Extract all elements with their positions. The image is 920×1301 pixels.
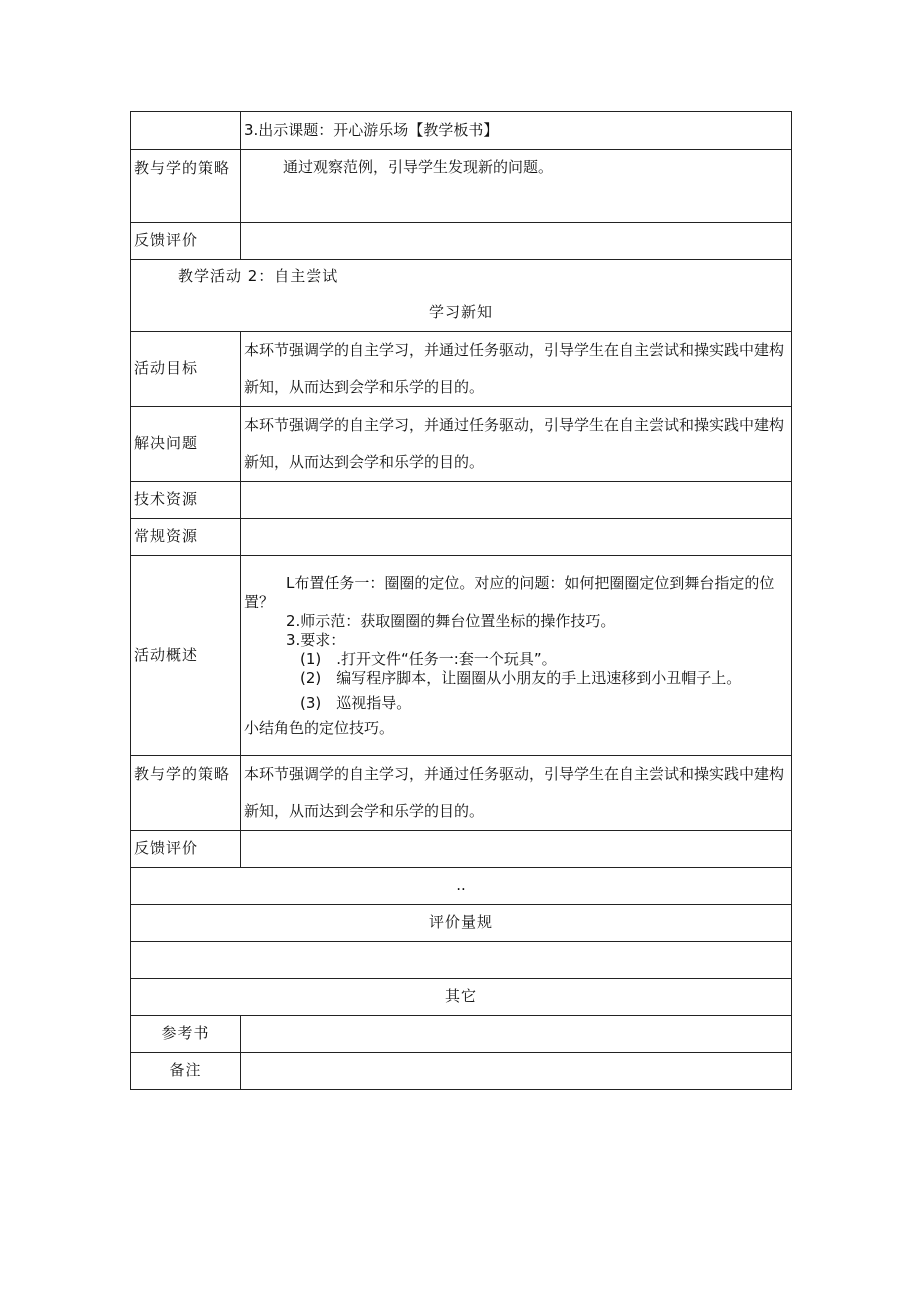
- reference-row: [131, 1016, 792, 1053]
- goal-text: 本环节强调学的自主学习，并通过任务驱动，引导学生在自主尝试和操实践中建构新知，从而达到会学和乐学的目的。: [241, 332, 792, 407]
- activity2-header: [131, 260, 792, 332]
- problem-row: [131, 407, 792, 482]
- reference-label: 参考书: [131, 1016, 241, 1053]
- intro-row: [131, 112, 792, 150]
- activity2-title: 教学活动 2：自主尝试: [178, 267, 339, 285]
- notes-row: [131, 1053, 792, 1090]
- problem-label: 解决问题: [131, 407, 241, 482]
- strategy2-row: [131, 756, 792, 831]
- feedback2-content: [241, 831, 792, 868]
- lesson-plan-table: [130, 111, 792, 1090]
- activity2-subtitle: 学习新知: [428, 302, 493, 321]
- overview-label: 活动概述: [131, 556, 241, 756]
- rubric-title: 评价量规: [131, 905, 792, 942]
- empty-label-cell: [131, 112, 241, 150]
- overview-content: [241, 556, 792, 756]
- regular-row: [131, 519, 792, 556]
- overview-line-6: (3) 巡视指导。: [300, 693, 412, 712]
- dots-row: [131, 868, 792, 905]
- strategy1-text: 通过观察范例，引导学生发现新的问题。: [241, 150, 792, 223]
- notes-label: 备注: [131, 1053, 241, 1090]
- feedback1-row: [131, 223, 792, 260]
- overview-line-2: 2.师示范：获取圈圈的舞台位置坐标的操作技巧。: [286, 611, 616, 630]
- other-title-row: [131, 979, 792, 1016]
- tech-content: [241, 482, 792, 519]
- feedback2-row: [131, 831, 792, 868]
- goal-row: [131, 332, 792, 407]
- regular-label: 常规资源: [131, 519, 241, 556]
- overview-line-7: 小结角色的定位技巧。: [244, 718, 395, 737]
- overview-line-3: 3.要求：: [286, 630, 346, 649]
- feedback1-label: 反馈评价: [131, 223, 241, 260]
- strategy2-text: 本环节强调学的自主学习，并通过任务驱动，引导学生在自主尝试和操实践中建构新知，从而达到会学和乐学的目的。: [241, 756, 792, 831]
- other-title: 其它: [131, 979, 792, 1016]
- problem-text: 本环节强调学的自主学习，并通过任务驱动，引导学生在自主尝试和操实践中建构新知，从而达到会学和乐学的目的。: [241, 407, 792, 482]
- feedback2-label: 反馈评价: [131, 831, 241, 868]
- tech-row: [131, 482, 792, 519]
- rubric-title-row: [131, 905, 792, 942]
- rubric-content: [131, 942, 792, 979]
- overview-line-4: (1) .打开文件“任务一:套一个玩具”。: [300, 649, 557, 668]
- goal-label: 活动目标: [131, 332, 241, 407]
- overview-line-1: L布置任务一：圈圈的定位。对应的问题：如何把圈圈定位到舞台指定的位置？: [244, 573, 775, 611]
- reference-content: [241, 1016, 792, 1053]
- notes-content: [241, 1053, 792, 1090]
- intro-text: 3.出示课题：开心游乐场【教学板书】: [241, 112, 792, 150]
- strategy1-row: [131, 150, 792, 223]
- tech-label: 技术资源: [131, 482, 241, 519]
- feedback1-content: [241, 223, 792, 260]
- overview-line-5: (2) 编写程序脚本，让圈圈从小朋友的手上迅速移到小丑帽子上。: [300, 668, 742, 687]
- strategy1-label: 教与学的策略: [131, 150, 241, 223]
- strategy2-label: 教与学的策略: [131, 756, 241, 831]
- overview-row: [131, 556, 792, 756]
- activity2-header-row: [131, 260, 792, 332]
- rubric-content-row: [131, 942, 792, 979]
- regular-content: [241, 519, 792, 556]
- dots-text: ..: [131, 868, 792, 905]
